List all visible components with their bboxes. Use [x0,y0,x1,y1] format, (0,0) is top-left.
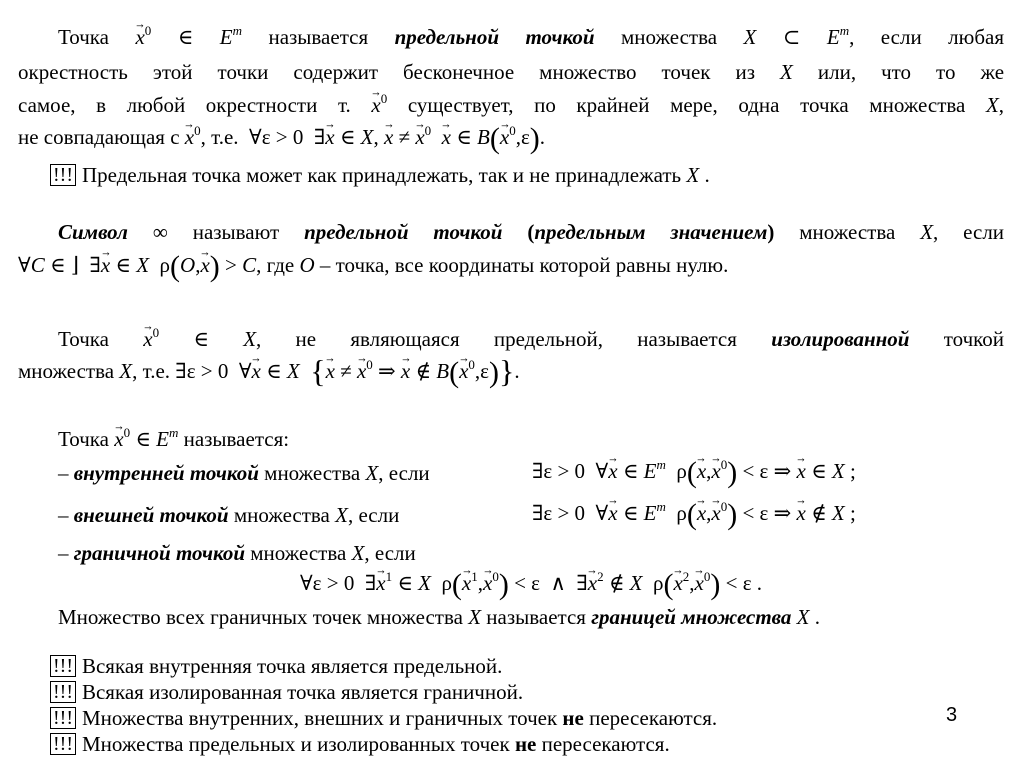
p4-inner: – внутренней точкой множества X, если [58,461,430,485]
formula: → $x^0$ ∈ $E^m$ [135,25,242,49]
formula: X, т.е. ∃ε > 0 ∀→ x ∈ X {→ x ≠ → $x^0$ ⇒ → x ∉ $B(\to x^0,\varepsilon)$}. [119,359,519,383]
attention-mark: !!! [50,655,76,677]
formula: ∀C ∈ ⌋ ∃→ x ∈ X ρ(O,→ x) > C [18,253,256,277]
formula: X, [985,93,1005,117]
note-1: !!! Предельная точка может как принадлежать, так и не принадлежать X . [50,162,710,188]
p4-outer: – внешней точкой множества X, если [58,503,400,527]
attention-mark: !!! [50,681,76,703]
p3-line-2: множества X, т.е. ∃ε > 0 ∀→ x ∈ X {→ x ≠ → $x^0$ ⇒ → x ∉ $B(\to x^0,\varepsilon)$}. [18,358,520,384]
p4-intro: Точка → $x^0$ ∈ $E^m$ называется: [58,426,289,452]
p1-line-3: самое, в любой окрестности т. → $x^0$ существует, по крайней мере, одна точка множества X, [18,92,1004,118]
note-4: !!! Множества внутренних, внешних и граничных точек не пересекаются. [50,705,717,731]
attention-mark: !!! [50,164,76,186]
formula: → $x^0$ ∈ $E^m$ [114,427,178,451]
p4-outer-formula: ∃ε > 0 ∀→ x ∈ $E^m$ $\rho(\to x,\to x^0) < \varepsilon$ ⇒ → x ∉ X ; [532,500,856,526]
page-number: 3 [946,704,958,726]
note-5: !!! Множества предельных и изолированных точек не пересекаются. [50,731,670,757]
formula: X, если [920,220,1005,244]
infinity-symbol: ∞ [152,220,168,244]
formula: X ⊂ $E^m$, если любая [743,23,1004,49]
p2-line-1: Символ ∞ называют предельной точкой (предельным значением) множества X, если [58,220,1005,244]
formula: → $x^0$, т.е. ∀ε > 0 ∃→ x ∈ X, → x ≠ → $x^0 \to x$ ∈ $B(\to x^0,\varepsilon)$. [185,125,545,149]
note-3: !!! Всякая изолированная точка является граничной. [50,679,523,705]
attention-mark: !!! [50,707,76,729]
p2-line-2: ∀C ∈ ⌋ ∃→ x ∈ X ρ(O,→ x) > C, где O – точка, все координаты которой равны нулю. [18,252,728,278]
formula: → $x^0$ [371,93,387,117]
p1-line-4: не совпадающая $с \to x^0$, т.е. ∀ε > 0 ∃→ x ∈ X, → x ≠ → $x^0 \to x$ ∈ $B(\to x^0,\varepsilon)$. [18,124,545,150]
p1-line-2: окрестность этой точки содержит бесконечное множество точек из X или, что то же [18,60,1005,84]
note-2: !!! Всякая внутренняя точка является предельной. [50,653,502,679]
attention-mark: !!! [50,733,76,755]
formula: → $x^0$ ∈ X, не являющаяся предельной, называется [143,327,737,351]
p4-border: Множество всех граничных точек множества X называется границей множества X . [58,605,820,629]
p4-bound: – граничной точкой множества X, если [58,541,416,565]
math-X: X [780,60,793,84]
p1-line-1: Точка → $x^0$ ∈ $E^m$ называется предельной точкой множества X ⊂ $E^m$, если любая [58,24,1004,50]
p4-bound-formula: ∀ε > 0 ∃→ $x^1$ ∈ X $\rho(\to x^1,\to x^0) < \varepsilon$ ∧ ∃→ $x^2$ ∉ X $\rho(\to x^2,\to x^0) < \varepsilon$ . [300,570,762,596]
p3-line-1: Точка → $x^0$ ∈ X, не являющаяся предельной, называется изолированной точкой [58,326,1004,352]
p4-inner-formula: ∃ε > 0 ∀→ x ∈ $E^m$ $\rho(\to x,\to x^0) < \varepsilon$ ⇒ → x ∈ X ; [532,458,856,484]
